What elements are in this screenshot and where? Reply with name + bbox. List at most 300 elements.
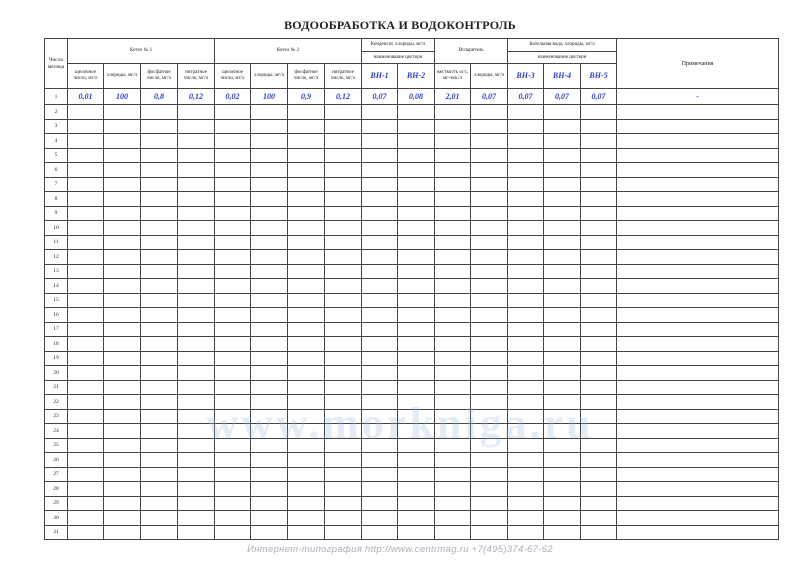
value-cell[interactable] xyxy=(325,264,362,279)
value-cell[interactable] xyxy=(362,525,398,540)
value-cell[interactable] xyxy=(362,134,398,149)
note-cell[interactable]: - xyxy=(617,89,779,105)
value-cell[interactable] xyxy=(435,525,471,540)
value-cell[interactable] xyxy=(581,351,617,366)
value-cell[interactable] xyxy=(215,467,251,482)
value-cell[interactable] xyxy=(141,453,178,468)
value-cell[interactable] xyxy=(398,395,435,410)
note-cell[interactable] xyxy=(617,380,779,395)
note-cell[interactable] xyxy=(617,206,779,221)
value-cell[interactable] xyxy=(581,250,617,265)
value-cell[interactable] xyxy=(362,148,398,163)
value-cell[interactable] xyxy=(141,105,178,120)
value-cell[interactable] xyxy=(508,235,544,250)
value-cell[interactable] xyxy=(398,496,435,511)
value-cell[interactable] xyxy=(471,438,508,453)
note-cell[interactable] xyxy=(617,148,779,163)
value-cell[interactable] xyxy=(178,467,215,482)
value-cell[interactable] xyxy=(581,380,617,395)
value-cell[interactable] xyxy=(362,279,398,294)
value-cell[interactable] xyxy=(362,264,398,279)
value-cell[interactable] xyxy=(471,337,508,352)
value-cell[interactable] xyxy=(251,366,288,381)
note-cell[interactable] xyxy=(617,337,779,352)
value-cell[interactable] xyxy=(141,366,178,381)
value-cell[interactable] xyxy=(435,134,471,149)
value-cell[interactable] xyxy=(398,192,435,207)
value-cell[interactable] xyxy=(508,192,544,207)
value-cell[interactable] xyxy=(471,235,508,250)
value-cell[interactable] xyxy=(178,525,215,540)
value-cell[interactable] xyxy=(325,119,362,134)
value-cell[interactable]: 0,07 xyxy=(544,89,581,105)
value-cell[interactable] xyxy=(215,119,251,134)
value-cell[interactable] xyxy=(288,235,325,250)
value-cell[interactable] xyxy=(362,308,398,323)
value-cell[interactable] xyxy=(104,380,141,395)
value-cell[interactable] xyxy=(581,322,617,337)
value-cell[interactable] xyxy=(398,293,435,308)
value-cell[interactable] xyxy=(251,148,288,163)
value-cell[interactable] xyxy=(398,525,435,540)
value-cell[interactable] xyxy=(508,424,544,439)
value-cell[interactable] xyxy=(288,119,325,134)
value-cell[interactable] xyxy=(141,424,178,439)
value-cell[interactable] xyxy=(215,221,251,236)
value-cell[interactable] xyxy=(178,482,215,497)
value-cell[interactable] xyxy=(471,351,508,366)
value-cell[interactable] xyxy=(325,438,362,453)
value-cell[interactable] xyxy=(104,134,141,149)
value-cell[interactable] xyxy=(435,409,471,424)
value-cell[interactable] xyxy=(544,438,581,453)
value-cell[interactable] xyxy=(325,482,362,497)
value-cell[interactable] xyxy=(435,163,471,178)
value-cell[interactable] xyxy=(471,105,508,120)
value-cell[interactable] xyxy=(178,119,215,134)
value-cell[interactable] xyxy=(251,453,288,468)
value-cell[interactable] xyxy=(141,409,178,424)
value-cell[interactable] xyxy=(288,293,325,308)
value-cell[interactable] xyxy=(288,438,325,453)
value-cell[interactable] xyxy=(141,163,178,178)
value-cell[interactable] xyxy=(398,380,435,395)
value-cell[interactable] xyxy=(104,525,141,540)
value-cell[interactable] xyxy=(581,496,617,511)
value-cell[interactable] xyxy=(544,192,581,207)
value-cell[interactable] xyxy=(288,250,325,265)
value-cell[interactable] xyxy=(398,235,435,250)
value-cell[interactable] xyxy=(215,134,251,149)
value-cell[interactable] xyxy=(325,221,362,236)
value-cell[interactable] xyxy=(435,366,471,381)
value-cell[interactable] xyxy=(288,279,325,294)
value-cell[interactable] xyxy=(362,453,398,468)
value-cell[interactable] xyxy=(141,235,178,250)
value-cell[interactable] xyxy=(68,409,104,424)
value-cell[interactable] xyxy=(325,148,362,163)
value-cell[interactable] xyxy=(544,221,581,236)
value-cell[interactable] xyxy=(325,366,362,381)
value-cell[interactable]: 0,9 xyxy=(288,89,325,105)
value-cell[interactable] xyxy=(544,395,581,410)
value-cell[interactable] xyxy=(398,119,435,134)
value-cell[interactable] xyxy=(178,351,215,366)
value-cell[interactable] xyxy=(581,366,617,381)
value-cell[interactable] xyxy=(178,380,215,395)
value-cell[interactable] xyxy=(251,482,288,497)
value-cell[interactable] xyxy=(251,119,288,134)
value-cell[interactable] xyxy=(251,395,288,410)
value-cell[interactable] xyxy=(544,337,581,352)
value-cell[interactable] xyxy=(435,308,471,323)
value-cell[interactable] xyxy=(544,148,581,163)
value-cell[interactable] xyxy=(178,409,215,424)
value-cell[interactable] xyxy=(68,438,104,453)
value-cell[interactable] xyxy=(68,293,104,308)
value-cell[interactable] xyxy=(68,453,104,468)
value-cell[interactable] xyxy=(288,380,325,395)
value-cell[interactable] xyxy=(104,409,141,424)
value-cell[interactable] xyxy=(68,206,104,221)
value-cell[interactable] xyxy=(215,424,251,439)
value-cell[interactable] xyxy=(251,177,288,192)
value-cell[interactable] xyxy=(325,163,362,178)
value-cell[interactable] xyxy=(398,482,435,497)
note-cell[interactable] xyxy=(617,438,779,453)
value-cell[interactable] xyxy=(325,409,362,424)
value-cell[interactable] xyxy=(362,380,398,395)
value-cell[interactable] xyxy=(398,467,435,482)
value-cell[interactable] xyxy=(435,482,471,497)
value-cell[interactable] xyxy=(104,264,141,279)
value-cell[interactable] xyxy=(362,395,398,410)
value-cell[interactable] xyxy=(544,308,581,323)
value-cell[interactable]: 2,01 xyxy=(435,89,471,105)
value-cell[interactable] xyxy=(178,395,215,410)
value-cell[interactable] xyxy=(104,221,141,236)
value-cell[interactable] xyxy=(362,250,398,265)
value-cell[interactable] xyxy=(508,322,544,337)
value-cell[interactable] xyxy=(178,250,215,265)
value-cell[interactable] xyxy=(68,496,104,511)
value-cell[interactable] xyxy=(581,119,617,134)
value-cell[interactable] xyxy=(581,192,617,207)
value-cell[interactable] xyxy=(471,395,508,410)
value-cell[interactable] xyxy=(68,163,104,178)
value-cell[interactable] xyxy=(581,308,617,323)
value-cell[interactable] xyxy=(435,351,471,366)
value-cell[interactable] xyxy=(178,293,215,308)
note-cell[interactable] xyxy=(617,482,779,497)
note-cell[interactable] xyxy=(617,351,779,366)
value-cell[interactable] xyxy=(251,308,288,323)
value-cell[interactable] xyxy=(104,293,141,308)
value-cell[interactable] xyxy=(325,177,362,192)
value-cell[interactable] xyxy=(435,192,471,207)
value-cell[interactable] xyxy=(178,235,215,250)
value-cell[interactable] xyxy=(581,482,617,497)
value-cell[interactable] xyxy=(104,206,141,221)
value-cell[interactable] xyxy=(581,148,617,163)
value-cell[interactable] xyxy=(288,163,325,178)
note-cell[interactable] xyxy=(617,395,779,410)
value-cell[interactable] xyxy=(288,308,325,323)
value-cell[interactable] xyxy=(288,177,325,192)
value-cell[interactable] xyxy=(141,264,178,279)
value-cell[interactable] xyxy=(104,148,141,163)
value-cell[interactable] xyxy=(398,424,435,439)
value-cell[interactable] xyxy=(251,424,288,439)
value-cell[interactable] xyxy=(325,511,362,526)
value-cell[interactable] xyxy=(398,148,435,163)
value-cell[interactable] xyxy=(544,409,581,424)
note-cell[interactable] xyxy=(617,192,779,207)
value-cell[interactable] xyxy=(288,206,325,221)
value-cell[interactable] xyxy=(471,467,508,482)
value-cell[interactable] xyxy=(68,134,104,149)
value-cell[interactable] xyxy=(508,148,544,163)
value-cell[interactable] xyxy=(544,424,581,439)
value-cell[interactable] xyxy=(251,511,288,526)
value-cell[interactable] xyxy=(215,250,251,265)
value-cell[interactable] xyxy=(178,511,215,526)
value-cell[interactable] xyxy=(215,177,251,192)
value-cell[interactable] xyxy=(398,177,435,192)
value-cell[interactable] xyxy=(398,134,435,149)
value-cell[interactable] xyxy=(251,221,288,236)
value-cell[interactable] xyxy=(435,322,471,337)
value-cell[interactable] xyxy=(544,293,581,308)
value-cell[interactable] xyxy=(68,105,104,120)
value-cell[interactable] xyxy=(362,177,398,192)
value-cell[interactable] xyxy=(178,163,215,178)
value-cell[interactable] xyxy=(435,453,471,468)
value-cell[interactable] xyxy=(104,308,141,323)
value-cell[interactable] xyxy=(141,250,178,265)
value-cell[interactable] xyxy=(215,235,251,250)
value-cell[interactable] xyxy=(325,380,362,395)
value-cell[interactable] xyxy=(68,337,104,352)
value-cell[interactable] xyxy=(508,293,544,308)
value-cell[interactable] xyxy=(141,206,178,221)
value-cell[interactable] xyxy=(215,366,251,381)
value-cell[interactable] xyxy=(251,467,288,482)
value-cell[interactable] xyxy=(544,163,581,178)
value-cell[interactable] xyxy=(544,134,581,149)
value-cell[interactable] xyxy=(508,221,544,236)
note-cell[interactable] xyxy=(617,496,779,511)
value-cell[interactable] xyxy=(508,511,544,526)
value-cell[interactable] xyxy=(215,163,251,178)
value-cell[interactable] xyxy=(398,250,435,265)
value-cell[interactable] xyxy=(544,264,581,279)
value-cell[interactable] xyxy=(581,163,617,178)
value-cell[interactable] xyxy=(141,511,178,526)
value-cell[interactable] xyxy=(178,148,215,163)
value-cell[interactable] xyxy=(68,351,104,366)
value-cell[interactable] xyxy=(471,264,508,279)
value-cell[interactable] xyxy=(178,192,215,207)
value-cell[interactable] xyxy=(325,453,362,468)
value-cell[interactable] xyxy=(141,395,178,410)
value-cell[interactable] xyxy=(471,177,508,192)
note-cell[interactable] xyxy=(617,366,779,381)
value-cell[interactable] xyxy=(398,409,435,424)
value-cell[interactable] xyxy=(251,322,288,337)
value-cell[interactable] xyxy=(215,351,251,366)
value-cell[interactable] xyxy=(508,351,544,366)
value-cell[interactable] xyxy=(544,482,581,497)
value-cell[interactable] xyxy=(104,322,141,337)
value-cell[interactable] xyxy=(508,482,544,497)
value-cell[interactable] xyxy=(141,380,178,395)
value-cell[interactable] xyxy=(398,206,435,221)
note-cell[interactable] xyxy=(617,308,779,323)
value-cell[interactable] xyxy=(544,206,581,221)
value-cell[interactable] xyxy=(581,134,617,149)
value-cell[interactable] xyxy=(508,264,544,279)
value-cell[interactable] xyxy=(471,308,508,323)
value-cell[interactable] xyxy=(435,424,471,439)
value-cell[interactable] xyxy=(251,337,288,352)
note-cell[interactable] xyxy=(617,119,779,134)
value-cell[interactable] xyxy=(508,467,544,482)
value-cell[interactable] xyxy=(288,148,325,163)
value-cell[interactable] xyxy=(251,235,288,250)
value-cell[interactable] xyxy=(544,119,581,134)
value-cell[interactable] xyxy=(215,482,251,497)
value-cell[interactable] xyxy=(581,409,617,424)
value-cell[interactable] xyxy=(215,380,251,395)
value-cell[interactable] xyxy=(141,351,178,366)
note-cell[interactable] xyxy=(617,264,779,279)
value-cell[interactable] xyxy=(288,409,325,424)
value-cell[interactable] xyxy=(178,496,215,511)
value-cell[interactable] xyxy=(471,380,508,395)
value-cell[interactable] xyxy=(251,163,288,178)
value-cell[interactable] xyxy=(581,105,617,120)
value-cell[interactable] xyxy=(141,496,178,511)
value-cell[interactable] xyxy=(508,206,544,221)
value-cell[interactable] xyxy=(178,438,215,453)
value-cell[interactable] xyxy=(544,105,581,120)
value-cell[interactable] xyxy=(471,134,508,149)
value-cell[interactable] xyxy=(68,221,104,236)
value-cell[interactable] xyxy=(178,134,215,149)
value-cell[interactable] xyxy=(544,453,581,468)
value-cell[interactable] xyxy=(325,206,362,221)
note-cell[interactable] xyxy=(617,525,779,540)
value-cell[interactable] xyxy=(251,192,288,207)
value-cell[interactable] xyxy=(581,177,617,192)
value-cell[interactable] xyxy=(215,409,251,424)
value-cell[interactable] xyxy=(68,380,104,395)
note-cell[interactable] xyxy=(617,409,779,424)
value-cell[interactable] xyxy=(544,250,581,265)
value-cell[interactable] xyxy=(288,496,325,511)
value-cell[interactable] xyxy=(581,279,617,294)
value-cell[interactable] xyxy=(325,525,362,540)
value-cell[interactable] xyxy=(104,163,141,178)
value-cell[interactable] xyxy=(141,192,178,207)
value-cell[interactable]: 0,12 xyxy=(325,89,362,105)
value-cell[interactable] xyxy=(471,163,508,178)
value-cell[interactable] xyxy=(141,337,178,352)
value-cell[interactable]: 0,08 xyxy=(398,89,435,105)
value-cell[interactable] xyxy=(362,235,398,250)
value-cell[interactable] xyxy=(68,279,104,294)
value-cell[interactable] xyxy=(104,279,141,294)
value-cell[interactable] xyxy=(325,250,362,265)
value-cell[interactable] xyxy=(141,467,178,482)
value-cell[interactable]: 0,02 xyxy=(215,89,251,105)
value-cell[interactable] xyxy=(508,438,544,453)
value-cell[interactable] xyxy=(435,250,471,265)
value-cell[interactable] xyxy=(362,105,398,120)
value-cell[interactable] xyxy=(288,337,325,352)
value-cell[interactable] xyxy=(508,177,544,192)
value-cell[interactable] xyxy=(471,482,508,497)
value-cell[interactable] xyxy=(104,467,141,482)
value-cell[interactable] xyxy=(471,424,508,439)
value-cell[interactable] xyxy=(544,380,581,395)
value-cell[interactable] xyxy=(362,467,398,482)
value-cell[interactable] xyxy=(215,337,251,352)
value-cell[interactable] xyxy=(104,453,141,468)
value-cell[interactable] xyxy=(435,148,471,163)
value-cell[interactable] xyxy=(141,148,178,163)
value-cell[interactable] xyxy=(141,482,178,497)
value-cell[interactable] xyxy=(178,366,215,381)
value-cell[interactable] xyxy=(544,279,581,294)
value-cell[interactable] xyxy=(325,134,362,149)
value-cell[interactable] xyxy=(325,308,362,323)
value-cell[interactable] xyxy=(141,525,178,540)
value-cell[interactable] xyxy=(581,235,617,250)
value-cell[interactable] xyxy=(362,206,398,221)
value-cell[interactable] xyxy=(251,264,288,279)
value-cell[interactable] xyxy=(288,395,325,410)
value-cell[interactable] xyxy=(104,395,141,410)
value-cell[interactable] xyxy=(178,424,215,439)
value-cell[interactable] xyxy=(581,264,617,279)
value-cell[interactable]: 0,12 xyxy=(178,89,215,105)
value-cell[interactable] xyxy=(178,322,215,337)
value-cell[interactable] xyxy=(581,206,617,221)
value-cell[interactable] xyxy=(581,337,617,352)
value-cell[interactable] xyxy=(215,525,251,540)
value-cell[interactable] xyxy=(544,177,581,192)
value-cell[interactable] xyxy=(104,192,141,207)
value-cell[interactable] xyxy=(178,206,215,221)
value-cell[interactable] xyxy=(435,221,471,236)
value-cell[interactable] xyxy=(178,177,215,192)
value-cell[interactable] xyxy=(215,496,251,511)
value-cell[interactable] xyxy=(544,235,581,250)
value-cell[interactable] xyxy=(398,163,435,178)
value-cell[interactable] xyxy=(104,337,141,352)
value-cell[interactable] xyxy=(581,221,617,236)
value-cell[interactable]: 0,07 xyxy=(362,89,398,105)
note-cell[interactable] xyxy=(617,293,779,308)
value-cell[interactable] xyxy=(435,206,471,221)
value-cell[interactable] xyxy=(141,438,178,453)
value-cell[interactable] xyxy=(398,366,435,381)
value-cell[interactable] xyxy=(508,308,544,323)
note-cell[interactable] xyxy=(617,322,779,337)
value-cell[interactable] xyxy=(508,496,544,511)
